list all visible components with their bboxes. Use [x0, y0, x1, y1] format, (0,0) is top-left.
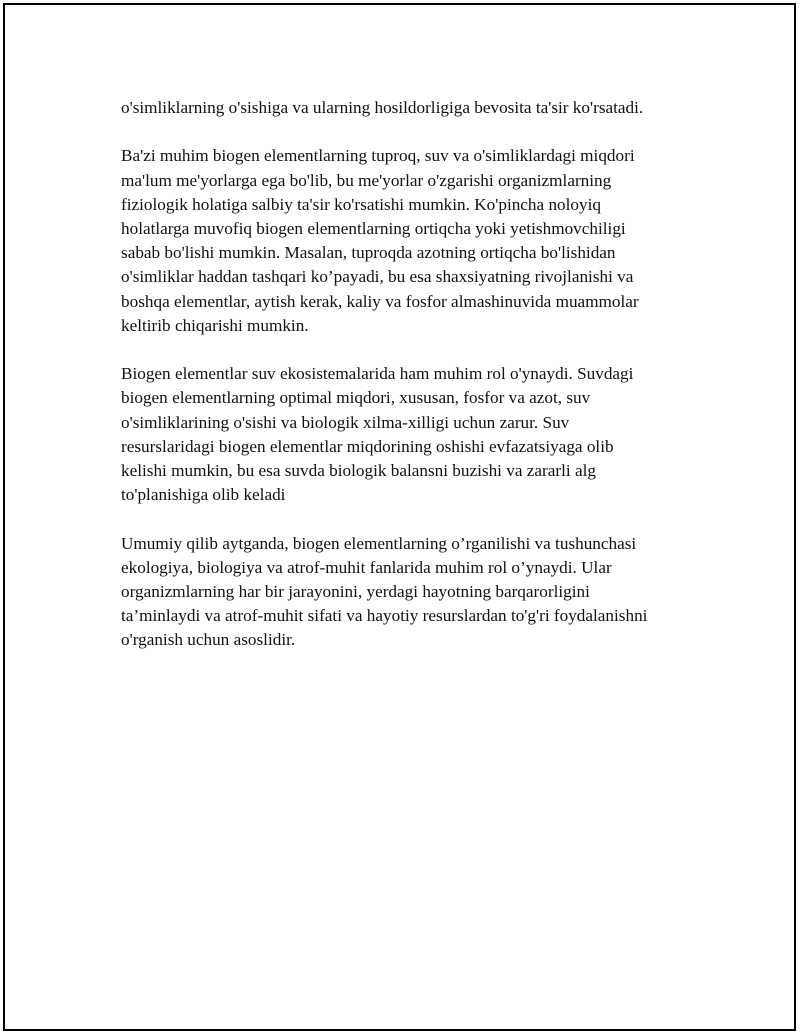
paragraph-1: o'simliklarning o'sishiga va ularning hosildorligiga bevosita ta'sir ko'rsatadi.	[121, 98, 644, 117]
paragraph-3: Biogen elementlar suv ekosistemalarida ham muhim rol o'ynaydi. Suvdagi biogen elementlarning optimal miqdori, xususan, fosfor va azot, suv o'simliklarining o'sishi va biologik xilma-xilligi uchun zarur. Suv resurslaridagi biogen elementlar miqdorining oshishi evfazatsiyaga olib kelishi mumkin, bu esa suvda biologik balansni buzishi va zararli alg to'planishiga olib keladi	[121, 364, 634, 505]
paragraph-4: Umumiy qilib aytganda, biogen elementlarning o’rganilishi va tushunchasi ekologiya, biologiya va atrof-muhit fanlarida muhim rol o’ynaydi. Ular organizmlarning har bir jarayonini, yerdagi hayotning barqarorligini ta’minlaydi va atrof-muhit sifati va hayotiy resurslardan to'g'ri foydalanishni o'rganish uchun asoslidir.	[121, 533, 648, 650]
document-page	[3, 3, 796, 1031]
paragraph-2: Ba'zi muhim biogen elementlarning tuproq, suv va o'simliklardagi miqdori ma'lum me'yorlarga ega bo'lib, bu me'yorlar o'zgarishi organizmlarning fiziologik holatiga salbiy ta'sir ko'rsatishi mumkin. Ko'pincha noloyiq holatlarga muvofiq biogen elementlarning ortiqcha yoki yetishmovchiligi sabab bo'lishi mumkin. Masalan, tuproqda azotning ortiqcha bo'lishidan o'simliklar haddan tashqari ko’payadi, bu esa shaxsiyatning rivojlanishi va boshqa elementlar, aytish kerak, kaliy va fosfor almashinuvida muammolar keltirib chiqarishi mumkin.	[121, 146, 639, 335]
document-body	[121, 96, 701, 677]
